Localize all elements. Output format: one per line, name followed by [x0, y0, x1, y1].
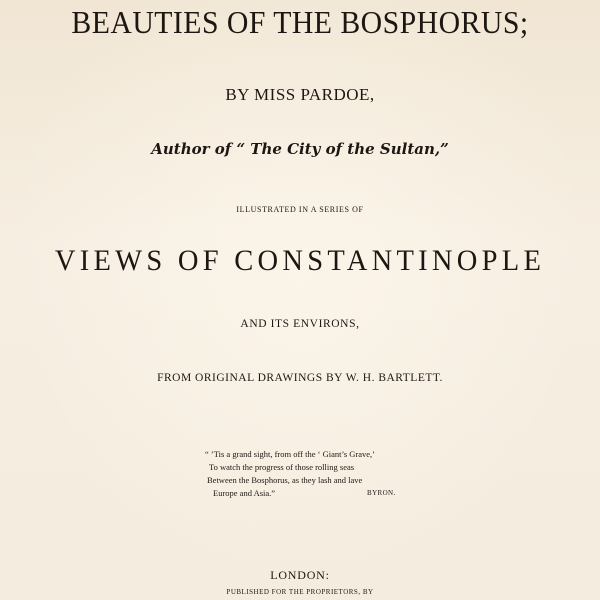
epigraph [205, 448, 425, 500]
epigraph-line: To watch the progress of those rolling seas [209, 462, 355, 472]
epigraph-line: Europe and Asia.” [213, 488, 276, 498]
environs-line: AND ITS ENVIRONS, [240, 318, 360, 330]
epigraph-line: “ ’Tis a grand sight, from off the ‘ Giant’s Grave,’ [205, 449, 375, 459]
illustrated-line: ILLUSTRATED IN A SERIES OF [236, 205, 364, 214]
views-title: VIEWS OF CONSTANTINOPLE [54, 244, 546, 277]
imprint-city: LONDON: [270, 568, 330, 582]
epigraph-line: Between the Bosphorus, as they lash and lave [207, 475, 363, 485]
author-byline: BY MISS PARDOE, [225, 85, 375, 104]
author-credit: Author of “ The City of the Sultan,” [151, 140, 449, 158]
epigraph-attribution: BYRON. [367, 489, 396, 497]
imprint-publisher: PUBLISHED FOR THE PROPRIETORS, BY [226, 588, 374, 596]
book-title: BEAUTIES OF THE BOSPHORUS; [71, 4, 529, 40]
drawings-credit: FROM ORIGINAL DRAWINGS BY W. H. BARTLETT. [157, 372, 443, 384]
